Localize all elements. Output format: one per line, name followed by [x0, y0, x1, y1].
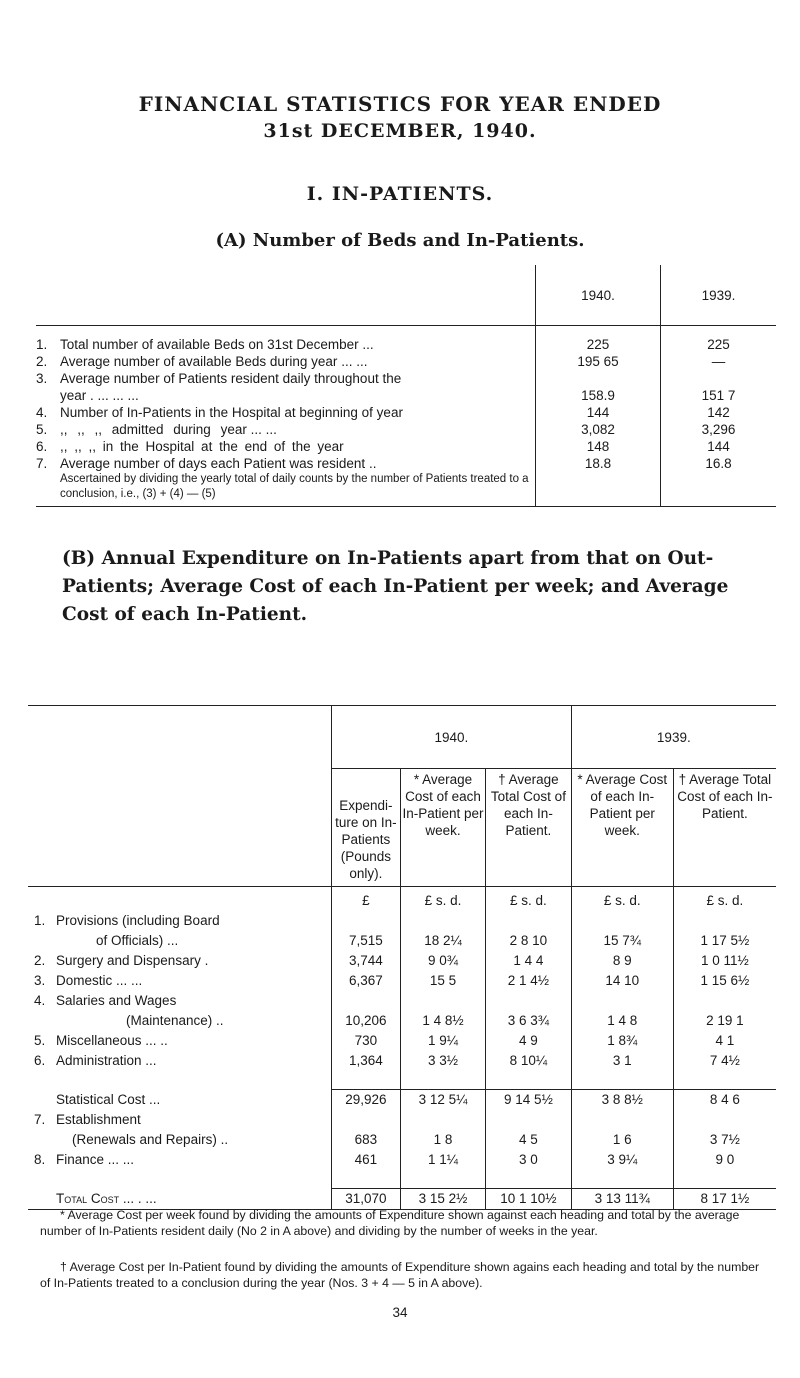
row-label: Total number of available Beds on 31st December: [60, 337, 359, 352]
year-1940-header: 1940.: [332, 706, 572, 769]
report-title: FINANCIAL STATISTICS FOR YEAR ENDED: [138, 92, 662, 116]
table-row: 2. Surgery and Dispensary . 3,744 9 0¾ 1 4 4 8 9 1 0 11½: [28, 951, 776, 971]
table-row: 3. Domestic ... ... 6,367 15 5 2 1 4½ 14 10 1 15 6½: [28, 971, 776, 991]
year-1940-header: 1940.: [536, 265, 661, 326]
table-row: 8. Finance ... ... 461 1 1¼ 3 0 3 9¼ 9 0: [28, 1150, 776, 1170]
expenditure-table: 1940. 1939. Expendi-ture on In-Patients (Pounds only). * Average Cost of each In-Patient per week. † Average Total Cost of each In-Patient. * Average Cost of each In-Patient per week. † Average Total Cost of each In-Patient. £ £ s. d. £ s. d. £ s. d. £ s. d. 1. Provisions (including Board of Officials) ... 7,515 18 2¼ 2 8 10 15 7¾ 1 17 5½ 2. Surgery and Dispensary . 3,744 9 0¾ 1 4 4 8 9 1 0 11½ 3. Domestic ... ... 6,367 15 5 2 1 4½ 14 10 1 15 6½ 4. Salaries and Wages (Maintenance) .. 10,206 1 4 8½ 3 6 3¾ 1 4 8 2 19 1 5. Miscellaneous ... .. 730 1 9¼ 4 9 1 8¾ 4 1 6. Administration ... 1,364 3 3½ 8 10¼ 3 1 7 4½ Statistical Cost ... 29,926 3 12 5¼ 9 14 5½ 3 8 8½ 8 4 6 7. Establishment (Renewals and Repairs) .. 683 1 8 4 5 1 6 3 7½ 8. Finance ... ... 461 1 1¼ 3 0 3 9¼ 9 0 Total Cost ... . ... 31,070 3 15 2½ 10 1 10½ 3 13 11¾ 8 17 1½: [28, 705, 776, 1210]
page-number: 34: [392, 1305, 408, 1320]
avg-total-1940-header: † Average Total Cost of each In-Patient.: [486, 769, 571, 887]
table-row: (Maintenance) .. 10,206 1 4 8½ 3 6 3¾ 1 4 8 2 19 1: [28, 1011, 776, 1031]
beds-table: 1940. 1939. 1. Total number of available Beds on 31st December ... 225 225 2. Average number of available Beds during year ... ... 195 65 — 3. Average number of Patients resident daily throughout the year . ... ... ... 158.9 151 7 4. Number of In-Patients in the Hospital at beginning of year 144 142 5. ,, ,, ,, admitted during year ... ... 3,082 3,296 6. ,, ,, ,, in the Hospital at the end of the year 148 144 7. Average number of days each Patient was resident .. 18.8 16.8 Ascertained by dividing the yearly total of daily counts by the number of Patients treated to a conclusion, i.e., (3) + (4) — (5): [36, 265, 776, 507]
avg-total-1939-header: † Average Total Cost of each In-Patient.: [673, 769, 776, 887]
table-a-note: Ascertained by dividing the yearly total of daily counts by the number of Patients treated to a conclusion, i.e., (3) + (4) — (5): [36, 472, 536, 507]
expenditure-header: Expendi-ture on In-Patients (Pounds only).: [332, 769, 401, 887]
statistical-cost-row: Statistical Cost ... 29,926 3 12 5¼ 9 14 5½ 3 8 8½ 8 4 6: [28, 1090, 776, 1111]
total-cost-row: Total Cost ... . ... 31,070 3 15 2½ 10 1 10½ 3 13 11¾ 8 17 1½: [28, 1189, 776, 1210]
report-date: 31st DECEMBER, 1940.: [263, 120, 537, 142]
table-row: 5. Miscellaneous ... .. 730 1 9¼ 4 9 1 8¾ 4 1: [28, 1031, 776, 1051]
avg-week-1939-header: * Average Cost of each In-Patient per week.: [571, 769, 673, 887]
table-row: of Officials) ... 7,515 18 2¼ 2 8 10 15 7¾ 1 17 5½: [28, 931, 776, 951]
footnote-star: * Average Cost per week found by dividing the amounts of Expenditure shown against each heading and total by the average number of In-Patients resident daily (No 2 in A above) and dividing by the number of weeks in the year.: [40, 1208, 740, 1238]
table-row: 6. Administration ... 1,364 3 3½ 8 10¼ 3 1 7 4½: [28, 1051, 776, 1071]
avg-week-1940-header: * Average Cost of each In-Patient per week.: [400, 769, 485, 887]
table-row: (Renewals and Repairs) .. 683 1 8 4 5 1 6 3 7½: [28, 1130, 776, 1150]
footnote-dagger: † Average Cost per In-Patient found by dividing the amounts of Expenditure shown agains each heading and total by the number of In-Patients treated to a conclusion during the year (Nos. 3 + 4 — 5 in A above).: [40, 1260, 760, 1290]
year-1939-header: 1939.: [661, 265, 777, 326]
section-title: I. IN-PATIENTS.: [306, 183, 494, 205]
year-1939-header: 1939.: [571, 706, 776, 769]
subsection-b-title: (B) Annual Expenditure on In-Patients apart from that on Out-Patients; Average Cost of each In-Patient per week; and Average Cost of each In-Patient.: [62, 548, 729, 625]
subsection-a-title: (A) Number of Beds and In-Patients.: [215, 230, 585, 251]
